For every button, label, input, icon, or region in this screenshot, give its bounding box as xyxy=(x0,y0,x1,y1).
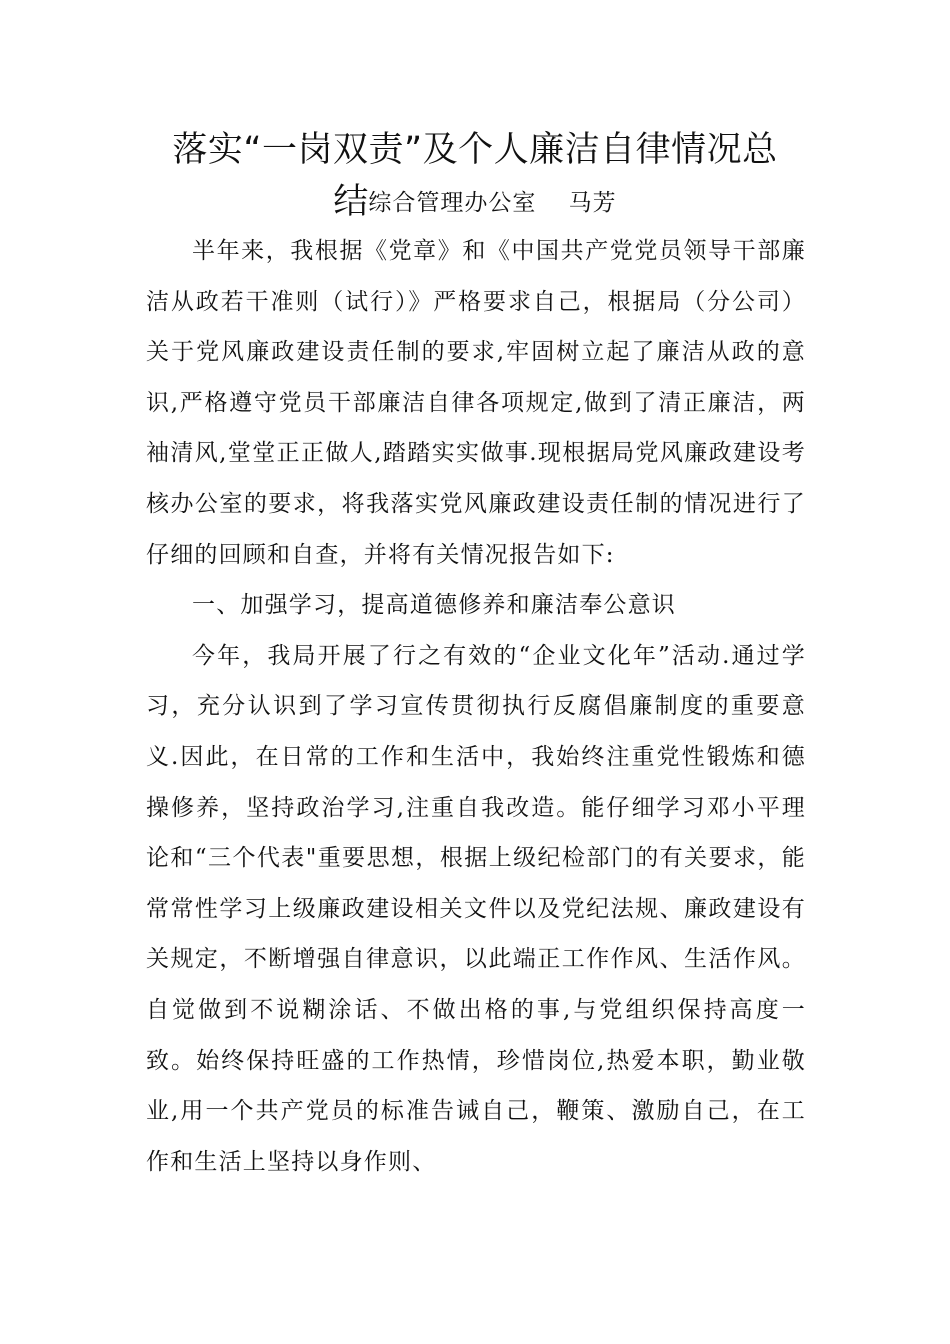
title-continuation-and-author xyxy=(0,180,950,225)
section-heading-1: 一、加强学习，提高道德修养和廉洁奉公意识 xyxy=(192,592,676,619)
title-line-1: 落实“一岗双责”及个人廉洁自律情况总 xyxy=(172,130,778,170)
paragraph-intro: 半年来，我根据《党章》和《中国共产党党员领导干部廉洁从政若干准则（试行）》严格要求自己，根据局（分公司）关于党风廉政建设责任制的要求,牢固树立起了廉洁从政的意识,严格遵守党员干部廉洁自律各项规定,做到了清正廉洁，两袖清风,堂堂正正做人,踏踏实实做事.现根据局党风廉政建设考核办公室的要求，将我落实党风廉政建设责任制的情况进行了仔细的回顾和自查，并将有关情况报告如下: xyxy=(146,238,806,568)
paragraph-section-1: 今年，我局开展了行之有效的“企业文化年”活动.通过学习，充分认识到了学习宣传贯彻执行反腐倡廉制度的重要意义.因此，在日常的工作和生活中，我始终注重党性锻炼和德操修养，坚持政治学习,注重自我改造。能仔细学习邓小平理论和“三个代表"重要思想，根据上级纪检部门的有关要求，能常常性学习上级廉政建设相关文件以及党纪法规、廉政建设有关规定，不断增强自律意识，以此端正工作作风、生活作风。自觉做到不说糊涂话、不做出格的事,与党组织保持高度一致。始终保持旺盛的工作热情，珍惜岗位,热爱本职，勤业敬业,用一个共产党员的标准告诫自己，鞭策、激励自己，在工作和生活上坚持以身作则、 xyxy=(146,642,806,1175)
author-line: 综合管理办公室 马芳 xyxy=(368,190,617,216)
title-line-2: 结 xyxy=(333,182,369,222)
document-title xyxy=(0,126,950,174)
document-body xyxy=(146,226,806,1187)
